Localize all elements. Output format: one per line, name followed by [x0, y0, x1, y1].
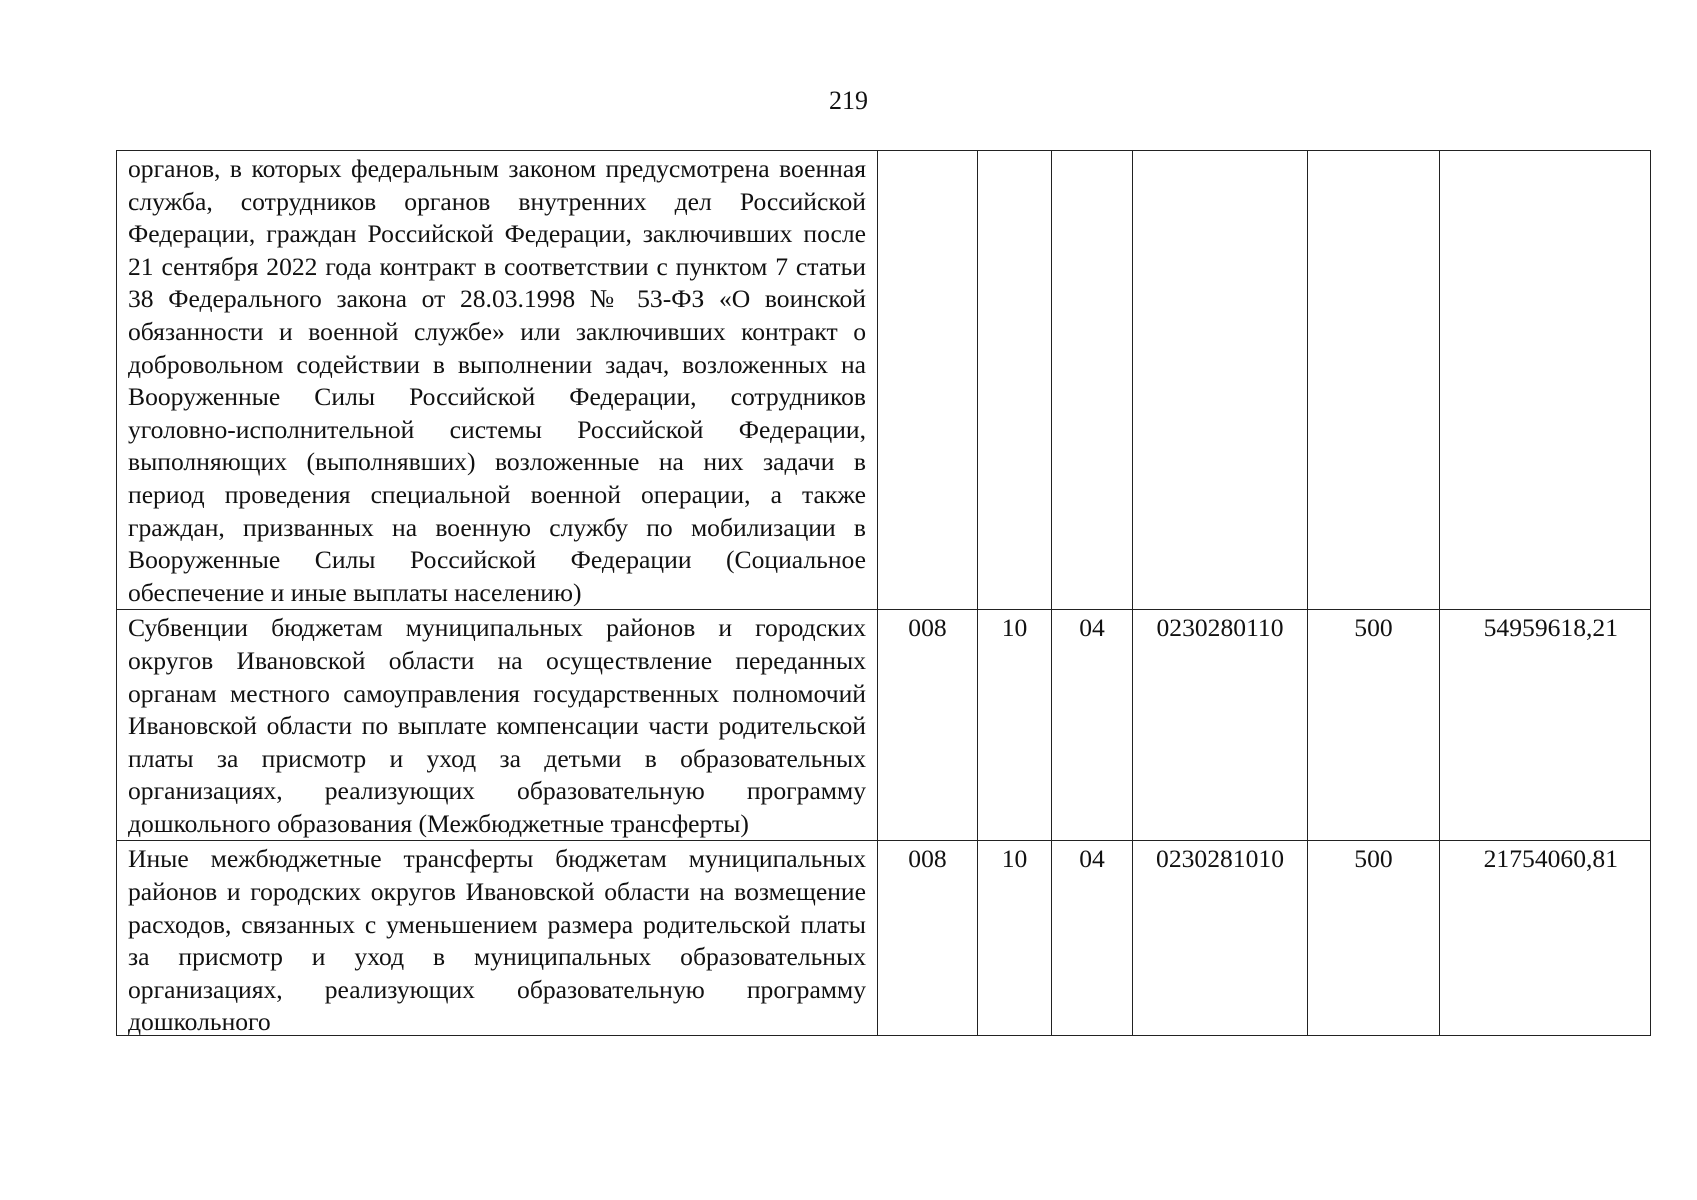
subsection-code-cell: 04: [1052, 610, 1133, 841]
budget-table: [116, 150, 1651, 1036]
section-code-cell: 10: [978, 610, 1052, 841]
expense-type-cell: [1308, 151, 1440, 610]
section-code-cell: [978, 151, 1052, 610]
section-code-cell: 10: [978, 841, 1052, 1036]
subsection-code-cell: 04: [1052, 841, 1133, 1036]
amount-cell: 21754060,81: [1440, 841, 1651, 1036]
expense-type-cell: 500: [1308, 610, 1440, 841]
target-article-cell: 0230280110: [1133, 610, 1308, 841]
target-article-cell: 0230281010: [1133, 841, 1308, 1036]
ministry-code-cell: 008: [878, 841, 978, 1036]
subsection-code-cell: [1052, 151, 1133, 610]
ministry-code-cell: [878, 151, 978, 610]
table-row: [117, 610, 1651, 841]
target-article-cell: [1133, 151, 1308, 610]
row-description: органов, в которых федеральным законом предусмотрена военная служба, сотрудников органов внутренних дел Российской Федерации, граждан Российской Федерации, заключивших после 21 сентября 2022 года контракт в соответствии с пунктом 7 статьи 38 Федерального закона от 28.03.1998 № 53-ФЗ «О воинской обязанности и военной службе» или заключивших контракт о добровольном содействии в выполнении задач, возложенных на Вооруженные Силы Российской Федерации, сотрудников уголовно-исполнительной системы Российской Федерации, выполняющих (выполнявших) возложенные на них задачи в период проведения специальной военной операции, а также граждан, призванных на военную службу по мобилизации в Вооруженные Силы Российской Федерации (Социальное обеспечение и иные выплаты населению): [117, 151, 878, 610]
amount-cell: 54959618,21: [1440, 610, 1651, 841]
row-description: Субвенции бюджетам муниципальных районов и городских округов Ивановской области на осуществление переданных органам местного самоуправления государственных полномочий Ивановской области по выплате компенсации части родительской платы за присмотр и уход за детьми в образовательных организациях, реализующих образовательную программу дошкольного образования (Межбюджетные трансферты): [117, 610, 878, 841]
page-number: 219: [829, 86, 868, 115]
table-row: [117, 841, 1651, 1036]
row-description: [117, 841, 878, 1036]
table-row: [117, 151, 1651, 610]
expense-type-cell: 500: [1308, 841, 1440, 1036]
ministry-code-cell: 008: [878, 610, 978, 841]
amount-cell: [1440, 151, 1651, 610]
row-description-text: Иные межбюджетные трансферты бюджетам муниципальных районов и городских округов Ивановской области на возмещение расходов, связанных с уменьшением размера родительской платы за присмотр и уход в муниципальных образовательных организациях, реализующих образовательную программу дошкольного: [128, 844, 866, 1036]
